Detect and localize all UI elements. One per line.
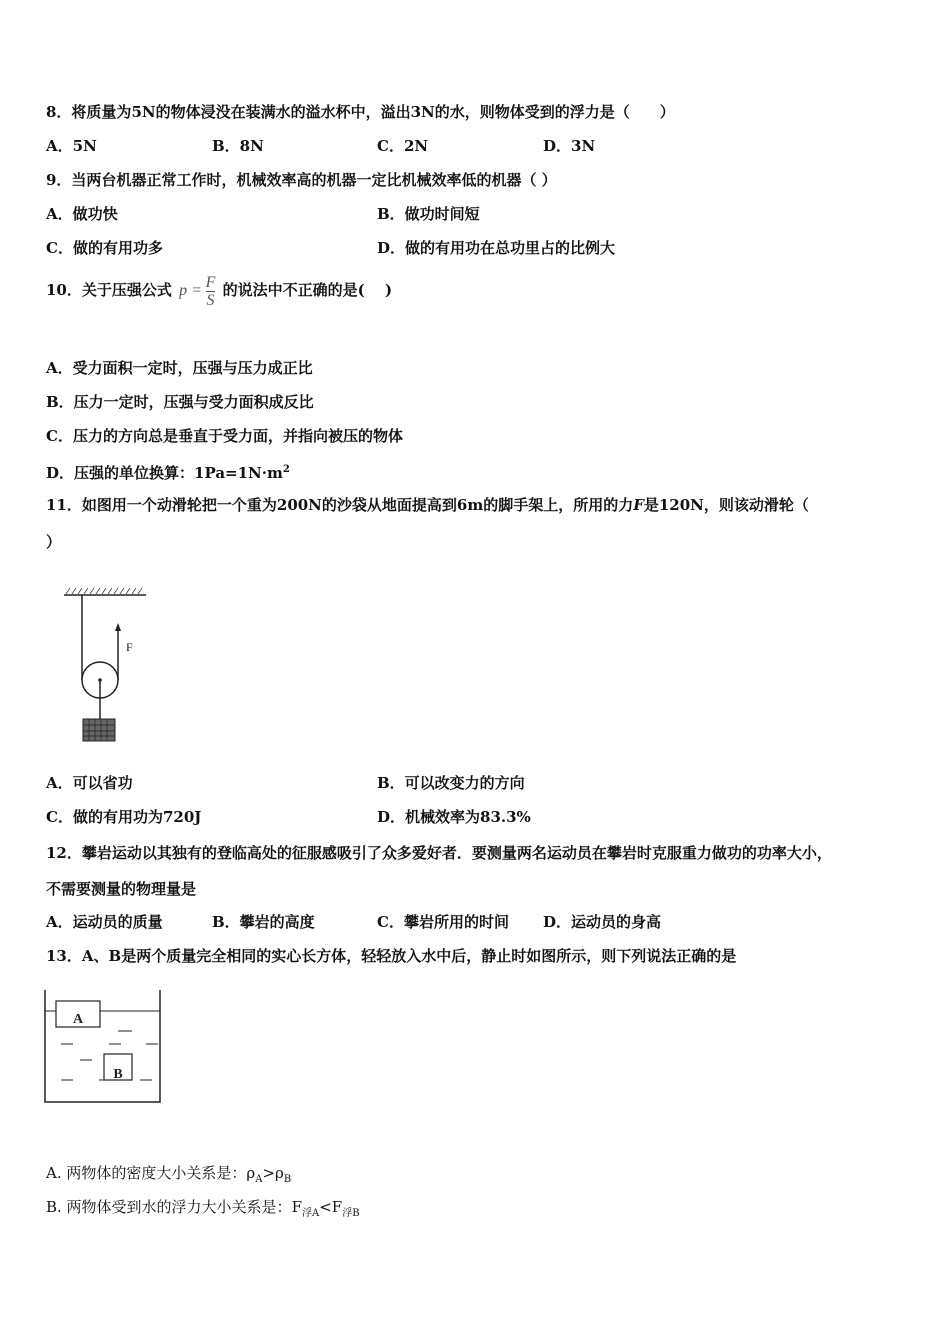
q12-stem-line2: 不需要测量的物理量是 [46,880,197,898]
q11-stem-close: ） [46,533,62,551]
rho-a-sub: A [255,1174,263,1185]
force-a-sub: 浮A [301,1208,320,1219]
q12-stem-line1: 12．攀岩运动以其独有的登临高处的征服感吸引了众多爱好者．要测量两名运动员在攀岩时克服重力做功的功率大小， [46,844,832,862]
q13-option-b-text: B. 两物体受到水的浮力大小关系是： [46,1198,292,1216]
q10-option-d [46,460,290,483]
q11-option-b: B．可以改变力的方向 [377,774,525,792]
q8-stem: 8．将质量为5N的物体浸没在装满水的溢水杯中，溢出3N的水，则物体受到的浮力是（ ） [46,103,675,121]
q11-option-d: D．机械效率为83.3% [377,808,531,826]
q10-option-c: C．压力的方向总是垂直于受力面，并指向被压的物体 [46,427,403,445]
rho-b-sub: B [283,1174,292,1185]
q12-option-c: C．攀岩所用的时间 [377,913,509,931]
greater-than: > [262,1164,276,1182]
sandbag [83,719,115,741]
pulley-figure [60,585,160,750]
force-a: F [291,1198,302,1216]
q13-option-a [46,1163,291,1190]
formula-lhs: p = [179,282,202,300]
q8-option-c: C．2N [377,137,429,155]
q11-stem-suffix: 是120N，则该动滑轮（ [643,496,809,514]
force-b: F [331,1198,343,1216]
q9-option-b: B．做功时间短 [377,205,480,223]
block-b-label: B [113,1067,123,1082]
q10-option-b: B．压力一定时，压强与受力面积成反比 [46,393,314,411]
rho-b: ρ [275,1164,284,1182]
less-than: < [319,1198,332,1216]
q13-stem: 13．A、B是两个质量完全相同的实心长方体，轻轻放入水中后，静止时如图所示，则下列说法正确的是 [46,947,737,965]
q11-stem-var: F [633,496,644,514]
pressure-formula [179,273,215,310]
block-a-label: A [72,1012,84,1027]
q10-stem-prefix: 10．关于压强公式 [46,281,172,299]
q12-option-d: D．运动员的身高 [543,913,662,931]
q8-option-b: B．8N [212,137,264,155]
q9-stem: 9．当两台机器正常工作时，机械效率高的机器一定比机械效率低的机器（ ） [46,171,557,189]
q13-option-a-text: A. 两物体的密度大小关系是： [46,1164,247,1182]
q12-option-b: B．攀岩的高度 [212,913,315,931]
ceiling-hatch [64,588,146,595]
q10-option-a: A．受力面积一定时，压强与压力成正比 [46,359,313,377]
q9-option-d: D．做的有用功在总功里占的比例大 [377,239,616,257]
q10-option-d-text: D．压强的单位换算：1Pa=1N·m [46,464,283,482]
formula-denominator: S [206,291,215,309]
q13-option-b [46,1197,360,1224]
q8-option-a: A．5N [46,137,97,155]
rho-a: ρ [246,1164,256,1182]
q11-stem [46,495,809,515]
force-arrow [115,623,121,631]
force-label: F [126,640,133,654]
water-tank-figure [40,985,170,1110]
q11-option-a: A．可以省功 [46,774,133,792]
q10-option-d-exponent: 2 [282,464,290,475]
q11-stem-prefix: 11．如图用一个动滑轮把一个重为200N的沙袋从地面提高到6m的脚手架上，所用的力 [46,496,634,514]
q9-option-c: C．做的有用功多 [46,239,163,257]
formula-numerator: F [205,273,216,291]
force-b-sub: 浮B [342,1208,360,1219]
q8-option-d: D．3N [543,137,596,155]
q12-option-a: A．运动员的质量 [46,913,163,931]
q9-option-a: A．做功快 [46,205,118,223]
q10-stem-suffix: 的说法中不正确的是( ) [222,281,393,299]
q10-stem [46,272,392,309]
q11-option-c: C．做的有用功为720J [46,808,202,826]
